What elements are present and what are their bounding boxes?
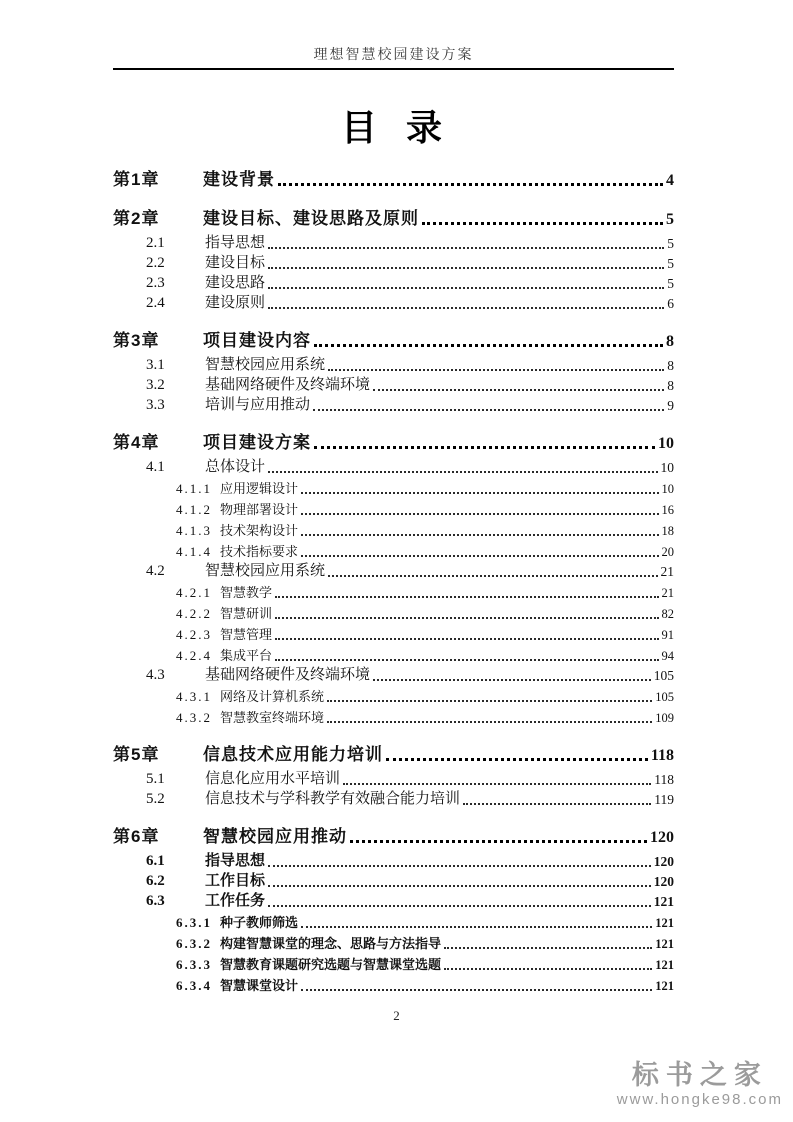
toc-leader-dots [301,534,658,536]
toc-entry-number: 4.2.4 [176,648,212,663]
toc-entry-label: 项目建设内容 [203,331,311,350]
toc-entry-number: 第2章 [113,209,160,228]
toc-entry-number: 第5章 [113,745,160,764]
toc-entry-page: 21 [661,586,674,600]
toc-entry-label: 基础网络硬件及终端环境 [205,377,371,393]
toc-entry-page: 118 [654,772,674,787]
toc-entry-page: 121 [655,916,674,930]
toc-entry-page: 8 [666,333,674,350]
toc-entry-page: 10 [660,460,674,475]
toc-entry-label: 集成平台 [220,648,273,663]
toc-entry[interactable] [113,768,674,788]
watermark [617,1060,783,1108]
toc-entry-number: 3.3 [146,397,165,413]
toc-entry-page: 5 [667,276,674,291]
toc-leader-dots [350,840,647,843]
toc-entry-page: 118 [650,747,674,764]
toc-leader-dots [313,409,664,411]
toc-entry-number: 4.3.2 [176,710,212,725]
toc-entry-label: 种子教师筛选 [220,915,299,930]
toc-entry-page: 120 [653,854,674,869]
toc-leader-dots [301,513,658,515]
toc-entry-label: 工作任务 [205,893,266,909]
toc-entry-number: 4.1.1 [176,481,212,496]
toc-entry-number: 4.3.1 [176,689,212,704]
toc-entry-label: 工作目标 [205,873,266,889]
toc-entry[interactable] [113,664,674,684]
toc-entry[interactable] [113,560,674,580]
toc-entry-label: 智慧管理 [220,627,273,642]
toc-entry-label: 建设原则 [205,295,266,311]
toc-entry-label: 智慧研训 [220,606,273,621]
toc-leader-dots [314,446,655,449]
toc-entry[interactable] [113,705,674,726]
toc-entry-label: 智慧校园应用推动 [203,827,347,846]
toc-entry-page: 120 [650,829,674,846]
toc-leader-dots [343,783,651,785]
toc-entry[interactable] [113,643,674,664]
toc-entry-label: 建设目标 [205,255,266,271]
toc-entry-label: 应用逻辑设计 [220,481,299,496]
footer-page-number: 2 [393,1008,400,1023]
toc-entry-page: 9 [667,398,674,413]
toc-entry-number: 4.2.2 [176,606,212,621]
toc-entry-label: 智慧教室终端环境 [220,710,325,725]
toc-leader-dots [268,307,664,309]
watermark-brand: 标书之家 [631,1059,768,1090]
toc-leader-dots [373,389,664,391]
toc-leader-dots [386,758,648,761]
toc-entry[interactable] [113,429,674,453]
toc-entry-label: 项目建设方案 [203,433,311,452]
toc-entry-number: 6.3 [146,893,165,909]
toc-entry-label: 网络及计算机系统 [220,689,325,704]
toc-leader-dots [327,700,652,702]
toc-leader-dots [268,865,651,867]
toc-leader-dots [463,803,651,805]
toc-entry-label: 构建智慧课堂的理念、思路与方法指导 [220,936,442,951]
toc-entry-page: 8 [667,378,674,393]
toc-leader-dots [268,905,651,907]
toc-entry-page: 109 [655,711,674,725]
toc-entry[interactable] [113,580,674,601]
toc-leader-dots [327,721,652,723]
toc-entry-label: 培训与应用推动 [205,397,311,413]
toc-entry[interactable] [113,622,674,643]
toc-entry[interactable] [113,850,674,870]
toc-entry[interactable] [113,205,674,229]
toc-leader-dots [268,471,657,473]
toc-entry[interactable] [113,232,674,252]
toc-entry-number: 第4章 [113,433,160,452]
toc-entry-page: 91 [661,628,674,642]
toc-entry-page: 4 [666,172,674,189]
toc-entry-page: 16 [661,503,674,517]
toc-entry-number: 4.3 [146,667,165,683]
toc-entry-label: 信息技术应用能力培训 [203,745,383,764]
toc-entry-label: 建设思路 [205,275,266,291]
toc-entry-page: 120 [653,874,674,889]
toc-leader-dots [373,679,651,681]
toc-leader-dots [422,222,663,225]
toc-entry[interactable] [113,870,674,890]
toc-entry-page: 119 [654,792,674,807]
toc-entry[interactable] [113,539,674,560]
toc-entry-label: 指导思想 [205,853,266,869]
toc-leader-dots [275,638,658,640]
toc-entry-number: 6.3.3 [176,957,212,972]
toc-entry[interactable] [113,456,674,476]
toc-entry-page: 121 [655,937,674,951]
toc-entry[interactable] [113,890,674,910]
toc-entry[interactable] [113,601,674,622]
toc-entry[interactable] [113,292,674,312]
toc-entry[interactable] [113,374,674,394]
toc-entry-number: 4.1 [146,459,165,475]
toc-entry[interactable] [113,497,674,518]
toc-entry-number: 4.2.3 [176,627,212,642]
toc-entry-label: 物理部署设计 [220,502,299,517]
toc-title: 目 录 [340,108,452,148]
toc-entry-page: 6 [667,296,674,311]
toc-entry-label: 基础网络硬件及终端环境 [205,667,371,683]
toc-leader-dots [301,926,652,928]
toc-entry[interactable] [113,910,674,931]
toc-entry[interactable] [113,684,674,705]
toc-entry-label: 技术指标要求 [220,544,299,559]
toc-entry-label: 建设背景 [203,170,275,189]
toc-entry-number: 6.3.1 [176,915,212,930]
document-title: 理想智慧校园建设方案 [313,48,474,63]
watermark-url: www.hongke98.com [616,1091,783,1108]
toc-entry-number: 6.3.2 [176,936,212,951]
toc-entry-number: 2.1 [146,235,165,251]
toc-list [113,166,674,994]
toc-entry-label: 信息化应用水平培训 [205,771,341,787]
toc-entry-number: 第3章 [113,331,160,350]
toc-entry-number: 6.1 [146,853,165,869]
toc-leader-dots [275,596,658,598]
toc-leader-dots [301,492,658,494]
toc-entry-number: 4.2.1 [176,585,212,600]
toc-entry-page: 5 [666,211,674,228]
toc-leader-dots [268,247,664,249]
toc-entry[interactable] [113,252,674,272]
toc-entry-label: 建设目标、建设思路及原则 [203,209,419,228]
toc-entry[interactable] [113,788,674,808]
toc-entry-page: 82 [661,607,674,621]
toc-entry-label: 技术架构设计 [220,523,299,538]
toc-leader-dots [328,369,664,371]
toc-leader-dots [278,183,663,186]
toc-leader-dots [301,555,658,557]
toc-entry[interactable] [113,166,674,190]
toc-entry[interactable] [113,518,674,539]
toc-entry-page: 121 [653,894,674,909]
toc-entry[interactable] [113,394,674,414]
toc-entry[interactable] [113,973,674,994]
page-header [113,0,674,70]
toc-leader-dots [444,968,652,970]
toc-entry-page: 8 [667,358,674,373]
toc-entry-page: 121 [655,958,674,972]
toc-entry-page: 5 [667,256,674,271]
toc-entry-page: 20 [661,545,674,559]
toc-entry-number: 6.3.4 [176,978,212,993]
toc-entry[interactable] [113,952,674,973]
toc-entry-page: 21 [660,564,674,579]
toc-leader-dots [268,885,651,887]
toc-entry-number: 4.1.3 [176,523,212,538]
toc-entry-page: 18 [661,524,674,538]
toc-entry-number: 6.2 [146,873,165,889]
toc-entry-label: 智慧教学 [220,585,273,600]
toc-entry-label: 智慧教育课题研究选题与智慧课堂选题 [220,957,442,972]
toc-entry-number: 5.2 [146,791,165,807]
toc-entry-label: 智慧校园应用系统 [205,563,326,579]
toc-leader-dots [275,659,658,661]
toc-entry-label: 智慧校园应用系统 [205,357,326,373]
toc-entry-number: 4.1.2 [176,502,212,517]
toc-entry-number: 第6章 [113,827,160,846]
toc-entry-page: 105 [653,668,674,683]
toc-leader-dots [314,344,663,347]
toc-entry-number: 3.1 [146,357,165,373]
toc-leader-dots [444,947,652,949]
toc-entry-number: 2.4 [146,295,165,311]
toc-entry-number: 2.3 [146,275,165,291]
toc-leader-dots [268,287,664,289]
toc-entry[interactable] [113,741,674,765]
toc-entry-number: 3.2 [146,377,165,393]
toc-leader-dots [301,989,652,991]
toc-entry-page: 105 [655,690,674,704]
toc-leader-dots [328,575,657,577]
toc-entry-page: 10 [658,435,674,452]
toc-entry-page: 94 [661,649,674,663]
toc-entry-number: 4.2 [146,563,165,579]
toc-entry-label: 信息技术与学科教学有效融合能力培训 [205,791,461,807]
toc-entry-label: 指导思想 [205,235,266,251]
toc-entry[interactable] [113,823,674,847]
toc-entry-page: 5 [667,236,674,251]
toc-entry-label: 总体设计 [205,459,266,475]
toc-entry-page: 121 [655,979,674,993]
toc-leader-dots [275,617,658,619]
toc-entry-page: 10 [661,482,674,496]
toc-entry-number: 2.2 [146,255,165,271]
toc-entry-number: 4.1.4 [176,544,212,559]
toc-entry[interactable] [113,354,674,374]
toc-leader-dots [268,267,664,269]
toc-entry-label: 智慧课堂设计 [220,978,299,993]
toc-entry[interactable] [113,272,674,292]
toc-entry[interactable] [113,931,674,952]
toc-entry-number: 5.1 [146,771,165,787]
toc-entry[interactable] [113,327,674,351]
toc-entry[interactable] [113,476,674,497]
toc-entry-number: 第1章 [113,170,160,189]
